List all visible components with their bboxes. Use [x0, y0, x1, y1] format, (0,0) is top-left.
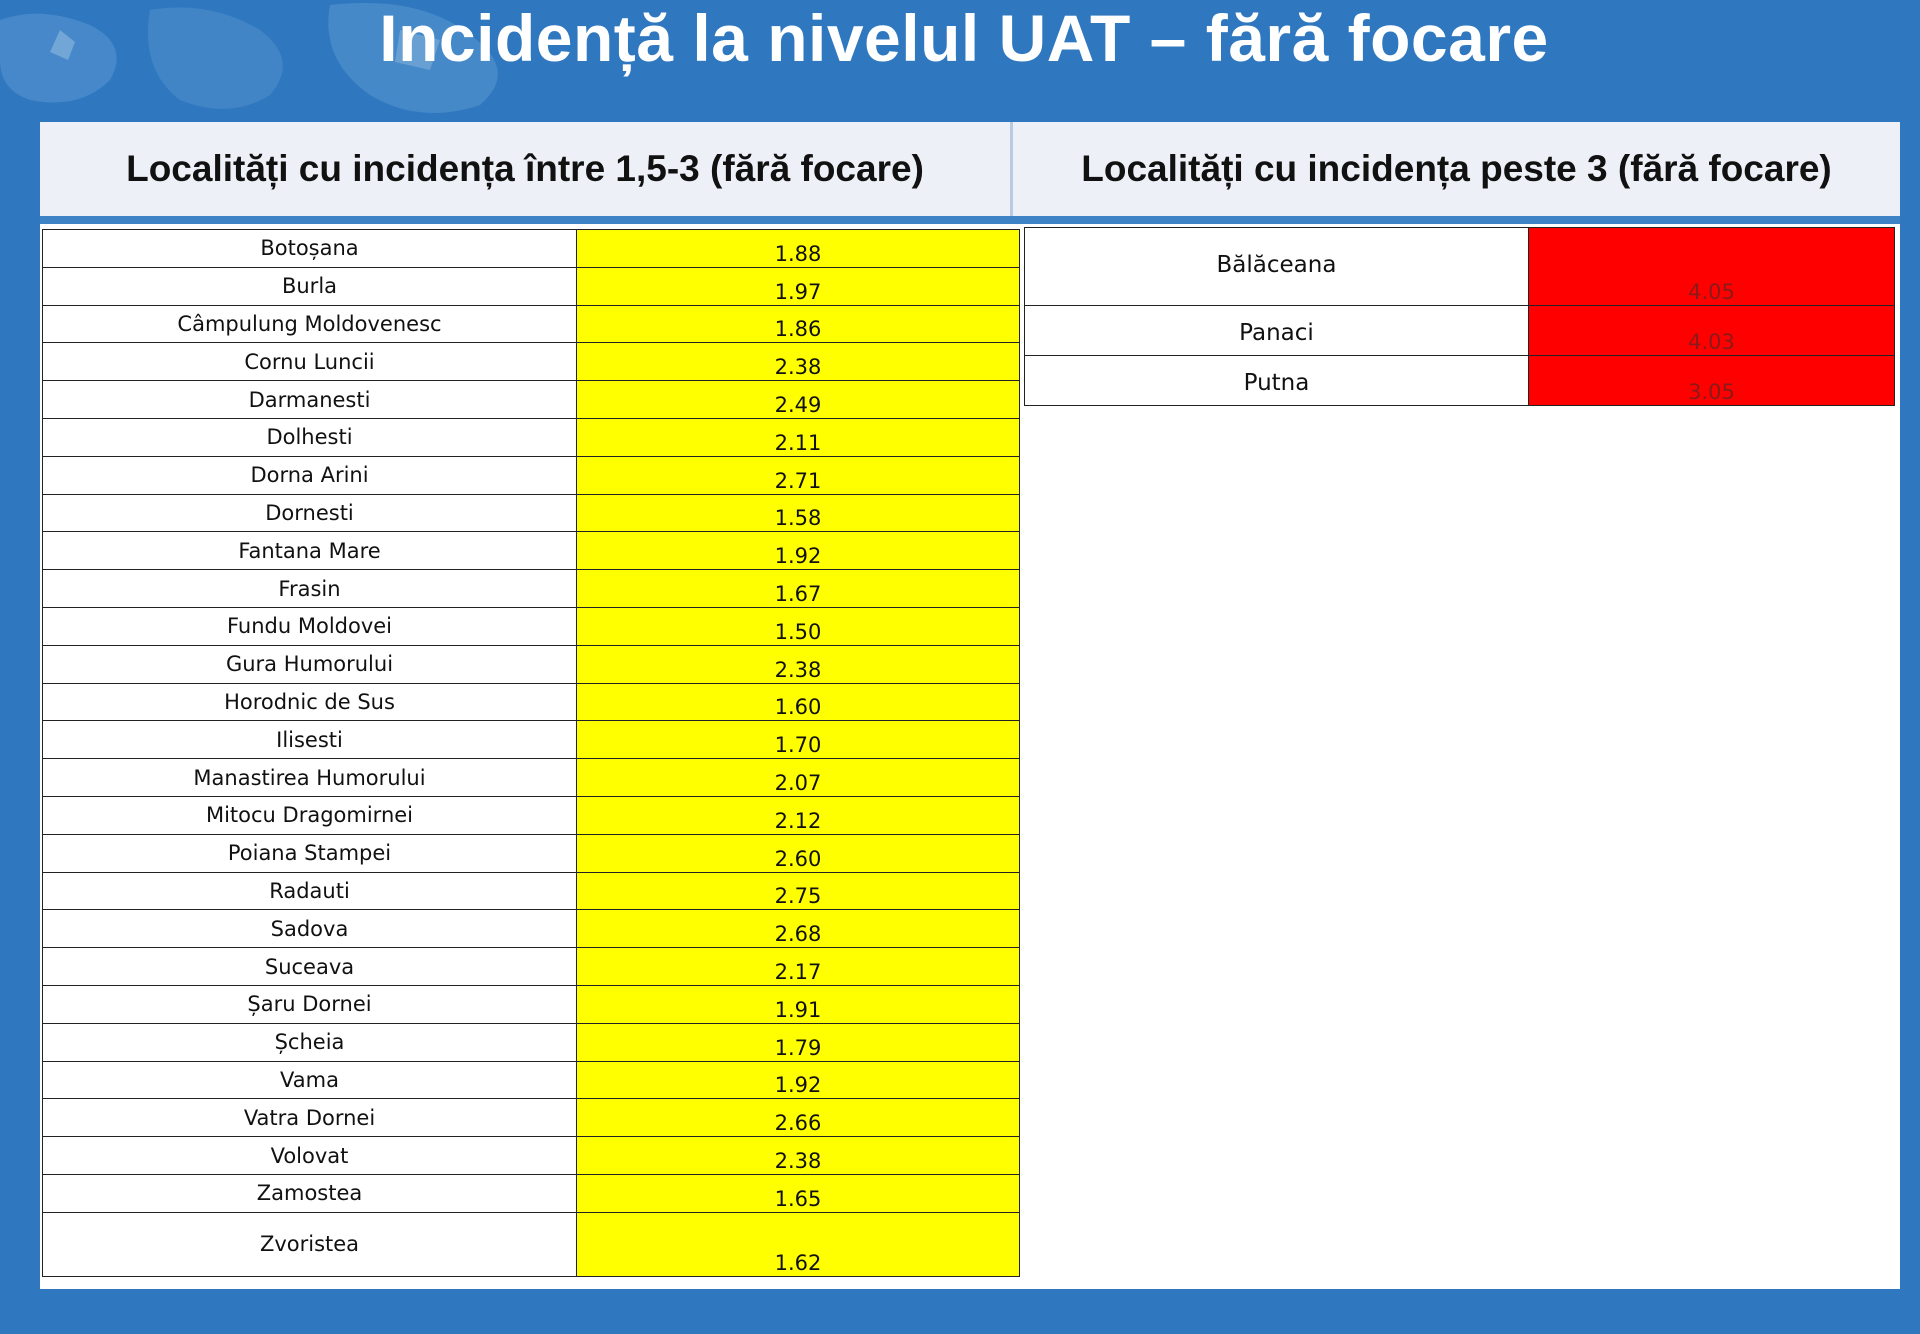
table-row — [43, 532, 1020, 570]
incidence-value-cell: 1.62 — [577, 1212, 1020, 1276]
table-row — [43, 1137, 1020, 1175]
locality-name-cell: Cornu Luncii — [43, 343, 577, 381]
table-row — [43, 645, 1020, 683]
table-row — [43, 1212, 1020, 1276]
incidence-value-cell: 4.05 — [1529, 228, 1895, 306]
locality-name-cell: Fundu Moldovei — [43, 607, 577, 645]
incidence-value-cell: 1.65 — [577, 1174, 1020, 1212]
incidence-value-cell: 1.97 — [577, 267, 1020, 305]
moderate-incidence-table — [42, 229, 1020, 1277]
locality-name-cell: Darmanesti — [43, 381, 577, 419]
table-row — [1025, 228, 1895, 306]
locality-name-cell: Volovat — [43, 1137, 577, 1175]
incidence-value-cell: 2.68 — [577, 910, 1020, 948]
table-row — [43, 910, 1020, 948]
bottom-band — [0, 1289, 1920, 1334]
locality-name-cell: Vatra Dornei — [43, 1099, 577, 1137]
table-row — [43, 1023, 1020, 1061]
slide-title: Incidență la nivelul UAT – fără focare — [379, 1, 1549, 75]
table-row — [43, 1099, 1020, 1137]
incidence-value-cell: 2.38 — [577, 1137, 1020, 1175]
table-row — [43, 607, 1020, 645]
locality-name-cell: Botoșana — [43, 230, 577, 268]
incidence-value-cell: 1.92 — [577, 1061, 1020, 1099]
table-row — [1025, 356, 1895, 406]
locality-name-cell: Manastirea Humorului — [43, 759, 577, 797]
table-row — [43, 872, 1020, 910]
table-row — [43, 683, 1020, 721]
high-incidence-table — [1024, 227, 1895, 406]
locality-name-cell: Poiana Stampei — [43, 834, 577, 872]
incidence-value-cell: 1.92 — [577, 532, 1020, 570]
locality-name-cell: Sadova — [43, 910, 577, 948]
incidence-value-cell: 2.60 — [577, 834, 1020, 872]
table-row — [43, 343, 1020, 381]
incidence-value-cell: 1.60 — [577, 683, 1020, 721]
incidence-value-cell: 2.17 — [577, 948, 1020, 986]
locality-name-cell: Mitocu Dragomirnei — [43, 796, 577, 834]
incidence-value-cell: 1.79 — [577, 1023, 1020, 1061]
incidence-value-cell: 2.12 — [577, 796, 1020, 834]
incidence-value-cell: 1.88 — [577, 230, 1020, 268]
table-row — [43, 267, 1020, 305]
left-panel-header: Localități cu incidența între 1,5-3 (fără focare) — [40, 122, 1010, 216]
locality-name-cell: Șcheia — [43, 1023, 577, 1061]
locality-name-cell: Panaci — [1025, 306, 1529, 356]
table-row — [43, 796, 1020, 834]
locality-name-cell: Dornesti — [43, 494, 577, 532]
incidence-value-cell: 1.50 — [577, 607, 1020, 645]
locality-name-cell: Horodnic de Sus — [43, 683, 577, 721]
table-row — [43, 418, 1020, 456]
content-panel — [40, 122, 1900, 1289]
right-panel-header: Localități cu incidența peste 3 (fără focare) — [1013, 122, 1900, 216]
locality-name-cell: Dolhesti — [43, 418, 577, 456]
locality-name-cell: Suceava — [43, 948, 577, 986]
locality-name-cell: Zvoristea — [43, 1212, 577, 1276]
incidence-value-cell: 1.70 — [577, 721, 1020, 759]
incidence-value-cell: 2.66 — [577, 1099, 1020, 1137]
locality-name-cell: Frasin — [43, 570, 577, 608]
table-row — [43, 721, 1020, 759]
incidence-value-cell: 1.91 — [577, 985, 1020, 1023]
incidence-value-cell: 2.75 — [577, 872, 1020, 910]
incidence-value-cell: 2.38 — [577, 343, 1020, 381]
table-row — [43, 456, 1020, 494]
incidence-value-cell: 1.67 — [577, 570, 1020, 608]
incidence-value-cell: 2.07 — [577, 759, 1020, 797]
locality-name-cell: Putna — [1025, 356, 1529, 406]
table-row — [1025, 306, 1895, 356]
table-row — [43, 494, 1020, 532]
incidence-value-cell: 3.05 — [1529, 356, 1895, 406]
incidence-value-cell: 2.11 — [577, 418, 1020, 456]
table-row — [43, 230, 1020, 268]
table-row — [43, 759, 1020, 797]
table-row — [43, 948, 1020, 986]
table-row — [43, 834, 1020, 872]
locality-name-cell: Burla — [43, 267, 577, 305]
locality-name-cell: Gura Humorului — [43, 645, 577, 683]
incidence-value-cell: 1.86 — [577, 305, 1020, 343]
incidence-value-cell: 2.49 — [577, 381, 1020, 419]
header-strip — [40, 216, 1900, 224]
table-row — [43, 305, 1020, 343]
locality-name-cell: Dorna Arini — [43, 456, 577, 494]
locality-name-cell: Vama — [43, 1061, 577, 1099]
table-row — [43, 1061, 1020, 1099]
incidence-value-cell: 1.58 — [577, 494, 1020, 532]
locality-name-cell: Ilisesti — [43, 721, 577, 759]
incidence-value-cell: 2.71 — [577, 456, 1020, 494]
incidence-value-cell: 4.03 — [1529, 306, 1895, 356]
table-row — [43, 570, 1020, 608]
locality-name-cell: Bălăceana — [1025, 228, 1529, 306]
table-row — [43, 381, 1020, 419]
locality-name-cell: Fantana Mare — [43, 532, 577, 570]
table-row — [43, 1174, 1020, 1212]
table-row — [43, 985, 1020, 1023]
locality-name-cell: Câmpulung Moldovenesc — [43, 305, 577, 343]
locality-name-cell: Șaru Dornei — [43, 985, 577, 1023]
incidence-value-cell: 2.38 — [577, 645, 1020, 683]
locality-name-cell: Radauti — [43, 872, 577, 910]
locality-name-cell: Zamostea — [43, 1174, 577, 1212]
